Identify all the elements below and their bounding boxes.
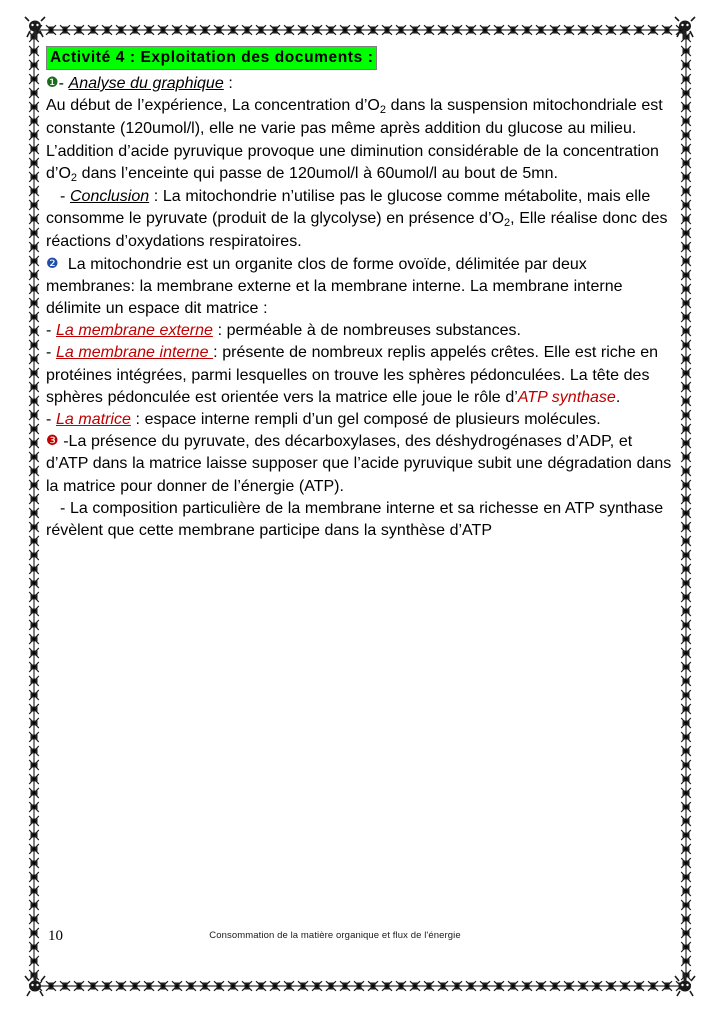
page-border-left: [26, 30, 42, 986]
border-corner-bottom-left-icon: [22, 972, 48, 998]
mitochondria-text: La mitochondrie est un organite clos de forme ovoïde, délimitée par deux membranes: la membrane externe et la membrane interne. La membrane interne délimite un espace dit matrice :: [46, 255, 623, 318]
document-body: [46, 46, 676, 542]
membrane-interne-term: La membrane interne: [55, 344, 214, 362]
analysis-heading-colon: :: [228, 75, 233, 92]
membrane-interne-text: : présente de nombreux replis appelés crêtes. Elle est riche en protéines intégrées, parmi lesquelles on trouve les sphères pédonculées. La tête des sphères pédonculée est orientée vers la matrice elle joue le rôle d’: [46, 344, 659, 406]
bullet-one-icon: ❶: [46, 75, 59, 91]
membrane-interne-tail: .: [615, 388, 621, 406]
final-paragraph: [46, 498, 676, 542]
pyruvate-text: -La présence du pyruvate, des décarboxylases, des déshydrogénases d’ADP, et d’ATP dans la matrice laisse supposer que l’acide pyruvique subit une dégradation dans la matrice pour donner de l’énergie (ATP).: [46, 433, 672, 495]
matrice-item: [46, 409, 676, 431]
pyruvate-paragraph: [46, 431, 676, 498]
matrice-text: : espace interne rempli d’un gel composé de plusieurs molécules.: [130, 411, 601, 429]
analysis-heading-label: Analyse du graphique: [68, 75, 224, 92]
analysis-paragraph: [46, 95, 676, 186]
analysis-heading-dash: -: [58, 75, 64, 92]
analysis-text-a: Au début de l’expérience, La concentration d’O: [46, 97, 380, 115]
analysis-heading: [46, 73, 676, 95]
activity-title-row: [46, 46, 676, 70]
page-border-bottom: [30, 978, 690, 994]
atp-synthase-emphasis: ATP synthase: [517, 388, 616, 406]
matrice-dash: -: [46, 411, 52, 429]
page-border-right: [678, 30, 694, 986]
membrane-externe-term: La membrane externe: [55, 322, 213, 340]
page-number: 10: [48, 928, 63, 944]
membrane-externe-text: : perméable à de nombreuses substances.: [212, 322, 521, 340]
membrane-interne-dash: -: [46, 344, 52, 362]
analysis-text-c: dans l’enceinte qui passe de 120umol/l à 60umol/l au bout de 5mn.: [77, 164, 558, 182]
membrane-interne-item: [46, 342, 676, 409]
conclusion-text-b: , Elle réalise donc des réactions d’oxydations respiratoires.: [46, 210, 668, 251]
conclusion-label: Conclusion: [69, 188, 150, 206]
bullet-two-icon: ❷: [46, 255, 59, 272]
analysis-text-b: dans la suspension mitochondriale est constante (120umol/l), elle ne varie pas même après addition du glucose au milieu. L’addition d’acide pyruvique provoque une diminution considérable de la concentration d’O: [46, 97, 663, 182]
matrice-term: La matrice: [55, 411, 131, 429]
final-text: - La composition particulière de la membrane interne et sa richesse en ATP synthase révèlent que cette membrane participe dans la synthèse d’ATP: [46, 499, 664, 540]
membrane-externe-dash: -: [46, 322, 52, 340]
oxygen-subscript-3: 2: [504, 217, 511, 230]
border-corner-top-left-icon: [22, 16, 48, 42]
running-footer-title: Consommation de la matière organique et flux de l'énergie: [209, 930, 461, 941]
mitochondria-paragraph: [46, 254, 676, 321]
conclusion-text-a: : La mitochondrie n’utilise pas le glucose comme métabolite, mais elle consomme le pyruvate (produit de la glycolyse) en présence d’O: [46, 188, 651, 228]
bullet-three-icon: ❸: [46, 433, 59, 450]
activity-title: Activité 4 : Exploitation des documents :: [46, 46, 377, 70]
page-border-top: [30, 22, 690, 38]
conclusion-dash: -: [60, 188, 66, 206]
oxygen-subscript-1: 2: [379, 104, 386, 117]
border-corner-bottom-right-icon: [672, 972, 698, 998]
conclusion-paragraph: [46, 186, 676, 254]
oxygen-subscript-2: 2: [70, 171, 78, 184]
border-corner-top-right-icon: [672, 16, 698, 42]
membrane-externe-item: [46, 320, 676, 342]
